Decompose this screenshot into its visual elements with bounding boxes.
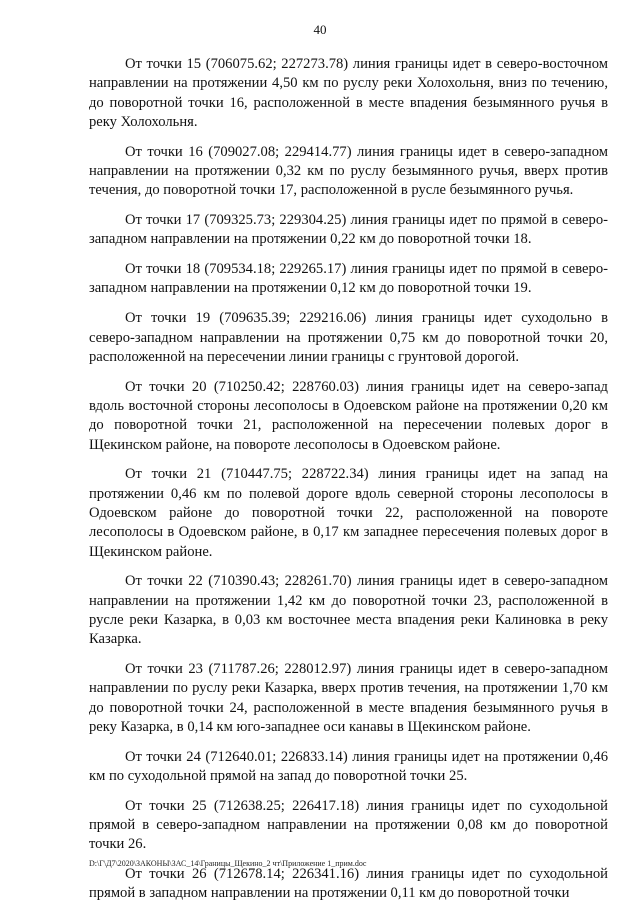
- paragraph-11: От точки 25 (712638.25; 226417.18) линия границы идет по суходольной прямой в северо-западном направлении на протяжении 0,08 км до поворотной точки 26.: [89, 797, 608, 853]
- paragraph-10: От точки 24 (712640.01; 226833.14) линия границы идет на протяжении 0,46 км по суходольной прямой на запад до поворотной точки 25.: [89, 748, 608, 784]
- paragraph-7: От точки 21 (710447.75; 228722.34) линия границы идет на запад на протяжении 0,46 км по полевой дороге вдоль северной стороны лесополосы в Одоевском районе до поворотной точки 22, расположенной на повороте лесополосы в Одоевском районе, в 0,17 км западнее пересечения полевых дорог в Щекинском районе.: [89, 466, 608, 560]
- paragraph-1: От точки 15 (706075.62; 227273.78) линия границы идет в северо-восточном направлении на протяжении 4,50 км по руслу реки Холохольня, вниз по течению, до поворотной точки 16, расположенной в месте впадения безымянного ручья в реку Холохольня.: [89, 56, 608, 130]
- paragraph-2: От точки 16 (709027.08; 229414.77) линия границы идет в северо-западном направлении на протяжении 0,32 км по руслу безымянного ручья, вверх против течения, до поворотной точки 17, расположенной в русле безымянного ручья.: [89, 143, 608, 199]
- page-number: 40: [313, 22, 327, 37]
- paragraph-5: От точки 19 (709635.39; 229216.06) линия границы идет суходольно в северо-западном направлении на протяжении 0,75 км до поворотной точки 20, расположенной на пересечении линии границы с грунтовой дорогой.: [89, 310, 608, 365]
- file-path-footer: D:\Г\Д7\2020\ЗАКОНЫ\ЗАС_14\Границы_Щекино_2 чт\Приложение 1_прим.doc: [89, 859, 367, 868]
- paragraph-6: От точки 20 (710250.42; 228760.03) линия границы идет на северо-запад вдоль восточной стороны лесополосы в Одоевском районе на протяжении 0,20 км до поворотной точки 21, расположенной на пересечении полевых дорог в Щекинском районе, на повороте лесополосы в Одоевском районе.: [89, 378, 608, 453]
- paragraph-3: От точки 17 (709325.73; 229304.25) линия границы идет по прямой в северо-западном направлении на протяжении 0,22 км до поворотной точки 18.: [89, 212, 608, 248]
- paragraph-9: От точки 23 (711787.26; 228012.97) линия границы идет в северо-западном направлении по руслу реки Казарка, вверх против течения, на протяжении 1,70 км до поворотной точки 24, расположенной в месте впадения безымянного ручья в реку Казарка, в 0,14 км юго-западнее оси канавы в Щекинском районе.: [89, 661, 608, 735]
- paragraph-4: От точки 18 (709534.18; 229265.17) линия границы идет по прямой в северо-западном направлении на протяжении 0,12 км до поворотной точки 19.: [89, 261, 608, 297]
- document-body: [89, 55, 608, 914]
- paragraph-12: От точки 26 (712678.14; 226341.16) линия границы идет по суходольной прямой в западном направлении на протяжении 0,11 км до поворотной точки: [89, 866, 608, 902]
- paragraph-8: От точки 22 (710390.43; 228261.70) линия границы идет в северо-западном направлении на протяжении 1,42 км до поворотной точки 23, расположенной в русле реки Казарка, в 0,03 км восточнее места впадения реки Калиновка в реку Казарка.: [89, 573, 608, 648]
